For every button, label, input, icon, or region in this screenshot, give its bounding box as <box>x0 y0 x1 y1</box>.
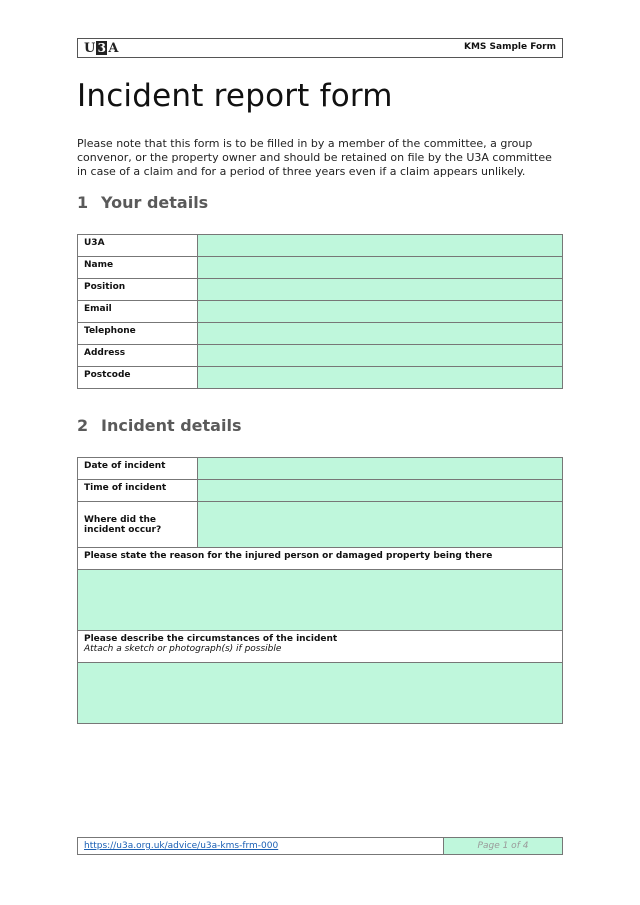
table-row <box>78 323 563 345</box>
field-label-u3a: U3A <box>78 235 198 257</box>
date-of-incident-field[interactable] <box>198 458 563 480</box>
table-row <box>78 631 563 663</box>
section-number: 2 <box>77 416 89 435</box>
incident-location-field[interactable] <box>198 502 563 548</box>
field-label-email: Email <box>78 301 198 323</box>
position-field[interactable] <box>198 279 563 301</box>
section-title: Incident details <box>101 416 242 435</box>
time-of-incident-field[interactable] <box>198 480 563 502</box>
field-label-time: Time of incident <box>78 480 198 502</box>
table-row <box>78 345 563 367</box>
circumstances-label-cell <box>78 631 563 663</box>
section-title: Your details <box>101 193 209 212</box>
reason-label: Please state the reason for the injured person or damaged property being there <box>78 548 563 570</box>
page-number: Page 1 of 4 <box>444 838 562 854</box>
postcode-field[interactable] <box>198 367 563 389</box>
logo-letter-a: A <box>108 40 119 56</box>
field-label-telephone: Telephone <box>78 323 198 345</box>
field-label-name: Name <box>78 257 198 279</box>
table-row <box>78 458 563 480</box>
table-row <box>78 301 563 323</box>
circumstances-note: Attach a sketch or photograph(s) if possible <box>84 644 282 654</box>
logo-letter-u: U <box>84 40 96 56</box>
u3a-logo <box>84 41 118 55</box>
logo-digit-3: 3 <box>97 41 107 55</box>
circumstances-label: Please describe the circumstances of the incident <box>84 634 338 644</box>
table-row <box>78 502 563 548</box>
table-row <box>78 279 563 301</box>
page-footer <box>77 837 563 855</box>
field-label-postcode: Postcode <box>78 367 198 389</box>
table-row <box>78 367 563 389</box>
field-label-date: Date of incident <box>78 458 198 480</box>
page-header <box>77 38 563 58</box>
document-label: KMS Sample Form <box>463 42 556 52</box>
address-field[interactable] <box>198 345 563 367</box>
page-title: Incident report form <box>77 78 393 114</box>
section-heading-incident-details <box>77 416 241 435</box>
your-details-table <box>77 234 563 389</box>
intro-paragraph: Please note that this form is to be filled in by a member of the committee, a group convenor, or the property owner and should be retained on file by the U3A committee in case of a claim and for a period of three years even if a claim appears unlikely. <box>77 137 552 178</box>
section-number: 1 <box>77 193 89 212</box>
table-row <box>78 257 563 279</box>
table-row <box>78 548 563 570</box>
table-row <box>78 663 563 724</box>
incident-details-table <box>77 457 563 724</box>
table-row <box>78 480 563 502</box>
field-label-location: Where did the incident occur? <box>78 502 198 548</box>
telephone-field[interactable] <box>198 323 563 345</box>
field-label-position: Position <box>78 279 198 301</box>
footer-advice-link[interactable]: https://u3a.org.uk/advice/u3a-kms-frm-000 <box>78 838 444 854</box>
u3a-field[interactable] <box>198 235 563 257</box>
name-field[interactable] <box>198 257 563 279</box>
table-row <box>78 570 563 631</box>
field-label-address: Address <box>78 345 198 367</box>
circumstances-field[interactable] <box>78 663 563 724</box>
table-row <box>78 235 563 257</box>
section-heading-your-details <box>77 193 208 212</box>
reason-field[interactable] <box>78 570 563 631</box>
email-field[interactable] <box>198 301 563 323</box>
